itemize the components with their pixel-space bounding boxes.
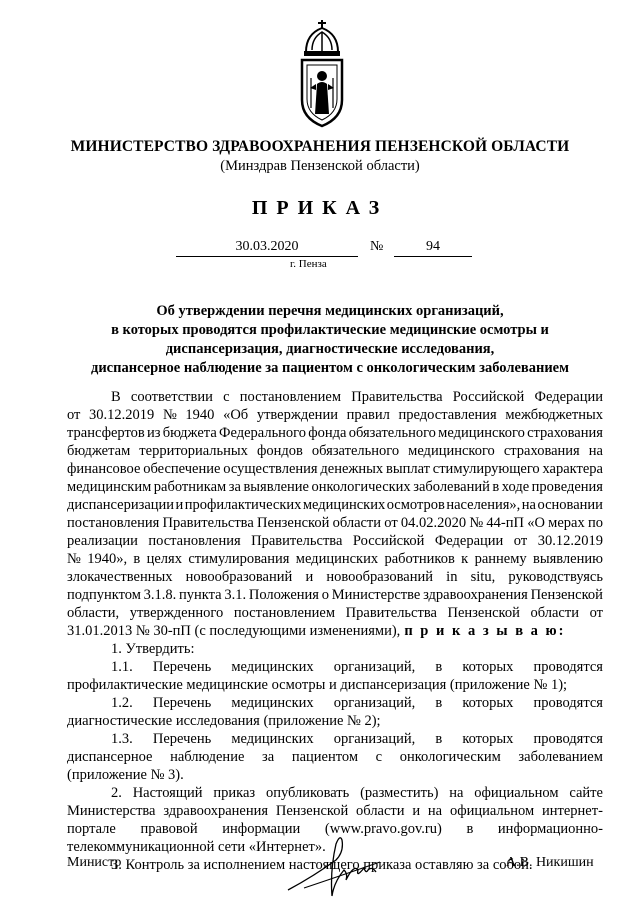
body-line — [67, 802, 603, 820]
body-word: Федерального — [219, 425, 307, 441]
body-word: бюджетам — [67, 443, 131, 459]
body-word: 44-пП — [486, 515, 524, 531]
body-line — [67, 748, 603, 766]
body-word: Правительства — [251, 533, 343, 549]
body-word: сайте — [569, 785, 603, 801]
body-word: наблюдение — [170, 749, 245, 765]
body-line — [67, 424, 603, 442]
ministry-short-name: (Минздрав Пензенской области) — [220, 158, 420, 174]
body-word: 1.1. — [111, 659, 133, 675]
coat-of-arms-icon — [296, 18, 348, 130]
body-line-text: диагностические исследования (приложение № 2); — [67, 713, 381, 729]
body-word: медицинских — [231, 695, 314, 711]
body-word: проводятся — [533, 731, 603, 747]
body-word: реализации — [67, 533, 138, 549]
body-line — [67, 766, 603, 784]
body-word: 3.1. — [224, 587, 247, 603]
body-word: онкологических — [311, 479, 411, 495]
body-word: 1.3. — [111, 731, 133, 747]
body-word: информационно- — [497, 821, 603, 837]
body-word: «Об — [223, 407, 249, 423]
body-line — [67, 604, 603, 622]
body-line — [67, 550, 603, 568]
body-word: 2. — [111, 785, 122, 801]
body-word: 30.12.2019 — [89, 407, 155, 423]
body-word: злокачественных — [67, 569, 173, 585]
body-word: осмотров — [386, 497, 445, 513]
body-word: пациентом — [291, 749, 359, 765]
body-line — [67, 460, 603, 478]
body-word: приказ — [213, 785, 256, 801]
body-line — [67, 406, 603, 424]
document-type: ПРИКАЗ — [251, 197, 389, 219]
body-word: на — [427, 803, 443, 819]
body-word: здравоохранения — [423, 587, 528, 603]
body-word: портале — [67, 821, 116, 837]
body-word: от — [513, 533, 528, 549]
body-word: Правительства — [345, 605, 437, 621]
body-line — [67, 658, 603, 676]
body-word: организаций, — [333, 731, 416, 747]
body-word: Пензенской — [447, 605, 520, 621]
body-word: которых — [462, 695, 514, 711]
body-line — [67, 622, 603, 640]
body-word: области — [356, 803, 405, 819]
body-word: организаций, — [333, 659, 416, 675]
body-word: целях — [146, 551, 182, 567]
body-word: области — [332, 515, 382, 531]
order-date: 30.03.2020 — [176, 238, 358, 257]
body-word: здравоохранения — [163, 803, 269, 819]
order-number: 94 — [394, 238, 472, 257]
body-word: трансфертов — [67, 425, 145, 441]
body-word: работникам — [153, 479, 227, 495]
order-body — [67, 388, 603, 874]
body-word: области, — [67, 605, 120, 621]
body-word: Настоящий — [132, 785, 203, 801]
body-word: за — [228, 479, 241, 495]
body-word: за — [262, 749, 275, 765]
body-word: медицинских — [231, 659, 314, 675]
title-line: диспансерное наблюдение за пациентом с онкологическим заболеванием — [90, 360, 569, 376]
body-word: (www.pravo.gov.ru) — [324, 821, 442, 837]
body-line-text: 31.01.2013 № 30-пП (с последующими изменениями), — [67, 623, 401, 639]
body-word: информации — [222, 821, 301, 837]
body-word: Перечень — [152, 659, 212, 675]
body-word: медицинского — [408, 443, 495, 459]
body-word: и — [305, 569, 314, 585]
body-word: на — [521, 497, 536, 513]
body-word: официальном — [474, 785, 559, 801]
body-line — [67, 694, 603, 712]
body-word: фондов — [256, 443, 303, 459]
body-word: медицинским — [67, 479, 152, 495]
body-word: Федерации — [534, 389, 603, 405]
body-word: о — [321, 587, 329, 603]
body-word: территориальных — [139, 443, 248, 459]
body-word: на — [588, 443, 603, 459]
body-line — [67, 730, 603, 748]
body-word: диспансерное — [67, 749, 153, 765]
body-word: Правительства — [162, 515, 254, 531]
body-word: страхования — [527, 425, 603, 441]
body-word: Пензенской — [256, 515, 330, 531]
order-city: г. Пенза — [290, 258, 327, 270]
body-word: № — [67, 551, 81, 567]
body-word: ходе — [501, 479, 530, 495]
body-word: in — [446, 569, 458, 585]
order-word: п р и к а з ы в а ю: — [404, 623, 566, 639]
body-word: правовой — [140, 821, 198, 837]
body-word: постановлением — [233, 605, 336, 621]
body-word: характера — [542, 461, 603, 477]
body-word: стимулирования — [188, 551, 290, 567]
body-word: выявлению — [532, 551, 603, 567]
body-line — [67, 532, 603, 550]
body-line — [67, 496, 603, 514]
body-word: стимулирующего — [432, 461, 540, 477]
body-line — [67, 478, 603, 496]
body-word: проведения — [531, 479, 603, 495]
body-word: по — [587, 515, 603, 531]
body-word: с — [223, 389, 230, 405]
body-word: профилактических — [184, 497, 302, 513]
body-word: пункта — [179, 587, 222, 603]
body-word: Российской — [352, 533, 425, 549]
body-word: в — [435, 659, 443, 675]
body-word: в — [133, 551, 141, 567]
body-line — [67, 586, 603, 604]
body-word: руководствуясь — [508, 569, 603, 585]
body-word: 1940», — [87, 551, 128, 567]
body-word: осуществления — [223, 461, 318, 477]
body-word: В — [111, 389, 121, 405]
body-word: которых — [462, 659, 514, 675]
body-line — [67, 676, 603, 694]
handwritten-signature-icon — [284, 830, 394, 900]
body-word: медицинского — [438, 425, 525, 441]
body-word: Пензенской — [530, 587, 603, 603]
body-line — [67, 568, 603, 586]
body-word: работников — [384, 551, 455, 567]
body-word: утвержденного — [129, 605, 224, 621]
title-line: в которых проводятся профилактические медицинские осмотры и — [111, 322, 549, 338]
body-word: Министерства — [67, 803, 156, 819]
body-word: обязательного — [311, 443, 400, 459]
body-word: медицинских — [295, 551, 379, 567]
body-word: заболеваний — [413, 479, 490, 495]
body-word: которых — [462, 731, 514, 747]
body-line — [67, 388, 603, 406]
body-word: межбюджетных — [505, 407, 603, 423]
body-word: постановления — [148, 533, 241, 549]
body-line — [67, 514, 603, 532]
body-word: 3.1.8. — [143, 587, 177, 603]
body-word: к — [461, 551, 469, 567]
body-line — [67, 442, 603, 460]
body-word: раннему — [474, 551, 527, 567]
order-title — [60, 302, 600, 378]
body-word: «О — [527, 515, 545, 531]
body-word: выплат — [385, 461, 430, 477]
signer-title: Министр — [67, 855, 122, 870]
body-line-text: профилактические медицинские осмотры и диспансеризация (приложение № 1); — [67, 677, 568, 693]
body-word: предоставления — [398, 407, 497, 423]
body-word: 04.02.2020 — [400, 515, 467, 531]
body-line — [67, 712, 603, 730]
body-word: проводятся — [533, 659, 603, 675]
body-word: в — [435, 695, 443, 711]
body-word: правил — [346, 407, 390, 423]
body-word: и — [175, 497, 184, 513]
body-word: situ, — [470, 569, 496, 585]
body-word: интернет- — [542, 803, 603, 819]
body-word: в — [466, 821, 474, 837]
body-word: Пензенской — [275, 803, 349, 819]
body-word: соответствии — [130, 389, 213, 405]
body-word: Перечень — [152, 695, 212, 711]
body-word: с — [375, 749, 383, 765]
body-word: постановления — [67, 515, 160, 531]
body-word: выявление — [243, 479, 309, 495]
body-word: и — [412, 803, 421, 819]
body-word: Положения — [248, 587, 319, 603]
body-word: Перечень — [152, 731, 212, 747]
body-word: области — [530, 605, 579, 621]
body-word: заболеванием — [518, 749, 603, 765]
body-word: финансовое — [67, 461, 141, 477]
body-line-text: 3. Контроль за исполнением настоящего приказа оставляю за собой. — [111, 857, 533, 873]
body-word: № — [162, 407, 177, 423]
body-word: из — [146, 425, 161, 441]
body-word: обязательного — [348, 425, 436, 441]
body-word: проводятся — [533, 695, 603, 711]
ministry-name: МИНИСТЕРСТВО ЗДРАВООХРАНЕНИЯ ПЕНЗЕНСКОЙ ОБЛАСТИ — [70, 138, 570, 155]
body-word: (разместить) — [360, 785, 439, 801]
body-line-text: (приложение № 3). — [67, 767, 184, 783]
body-word: онкологическим — [399, 749, 501, 765]
title-line: диспансеризация, диагностические исследования, — [165, 341, 495, 357]
body-line-text: 1. Утвердить: — [111, 641, 195, 657]
body-word: основании — [537, 497, 603, 513]
body-word: от — [589, 605, 603, 621]
body-word: населения», — [446, 497, 521, 513]
body-word: страхования — [503, 443, 580, 459]
body-word: медицинских — [231, 731, 314, 747]
body-word: в — [435, 731, 443, 747]
body-word: денежных — [320, 461, 384, 477]
title-line: Об утверждении перечня медицинских организаций, — [156, 303, 504, 319]
body-word: фонда — [308, 425, 347, 441]
body-word: организаций, — [333, 695, 416, 711]
number-sign: № — [370, 239, 384, 254]
body-word: Федерации — [434, 533, 504, 549]
body-word: Министерстве — [331, 587, 421, 603]
body-word: новообразований — [326, 569, 433, 585]
body-line — [67, 640, 603, 658]
body-word: № — [469, 515, 484, 531]
body-word: бюджета — [162, 425, 217, 441]
body-word: 30.12.2019 — [537, 533, 603, 549]
body-word: медицинских — [302, 497, 386, 513]
body-word: опубликовать — [265, 785, 350, 801]
body-word: 1.2. — [111, 695, 133, 711]
signer-name: А.В. Никишин — [506, 855, 594, 870]
body-word: Российской — [452, 389, 525, 405]
body-word: от — [384, 515, 398, 531]
body-word: в — [492, 479, 500, 495]
body-line — [67, 784, 603, 802]
body-word: обеспечение — [143, 461, 221, 477]
body-line-text: телекоммуникационной сети «Интернет». — [67, 839, 326, 855]
body-word: 1940 — [185, 407, 215, 423]
body-word: мерах — [548, 515, 585, 531]
body-word: на — [449, 785, 464, 801]
body-word: подпунктом — [67, 587, 141, 603]
body-word: постановлением — [239, 389, 342, 405]
body-word: от — [67, 407, 81, 423]
body-word: диспансеризации — [67, 497, 175, 513]
body-word: официальном — [449, 803, 535, 819]
body-word: утверждении — [256, 407, 338, 423]
body-word: Правительства — [351, 389, 443, 405]
body-word: новообразований — [185, 569, 293, 585]
